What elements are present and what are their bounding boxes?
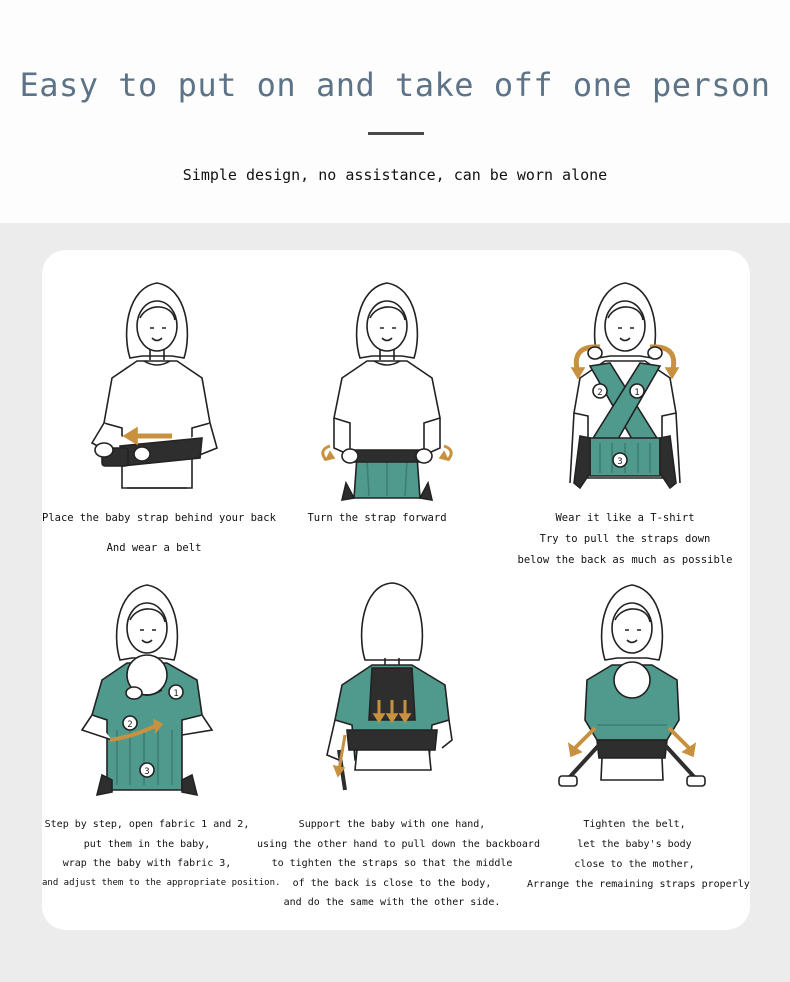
caption-line: Try to pull the straps down <box>539 533 711 545</box>
caption-line: and do the same with the other side. <box>283 897 501 908</box>
caption-line: wrap the baby with fabric 3, <box>62 858 232 869</box>
step-5-illustration <box>317 580 467 800</box>
caption-line: using the other hand to pull down the backboard <box>257 838 540 850</box>
step-2-caption <box>277 508 477 528</box>
caption-line: close to the mother, <box>574 859 695 870</box>
step-5-caption <box>257 815 540 913</box>
caption-line: below the back as much as possible <box>517 554 733 566</box>
caption-line: Tighten the belt, <box>583 819 686 830</box>
caption-line: Turn the strap forward <box>307 512 447 524</box>
page-subtitle: Simple design, no assistance, can be worn alone <box>182 166 608 184</box>
marker-1: 1 <box>634 388 640 398</box>
caption-line: of the back is close to the body, <box>292 877 492 889</box>
marker-2: 2 <box>127 720 133 730</box>
caption-line: put them in the baby, <box>83 838 211 850</box>
caption-line: Arrange the remaining straps properly <box>527 879 750 890</box>
caption-line: And wear a belt <box>106 542 202 554</box>
caption-line: Step by step, open fabric 1 and 2, <box>44 819 250 830</box>
marker-1: 1 <box>173 689 179 699</box>
marker-3: 3 <box>144 767 150 777</box>
title-divider <box>368 132 424 135</box>
caption-line: Support the baby with one hand, <box>298 819 486 830</box>
marker-2: 2 <box>597 388 603 398</box>
step-3-caption <box>517 508 733 570</box>
step-1-illustration <box>82 278 232 503</box>
step-6-illustration <box>547 580 717 800</box>
step-6-caption <box>527 815 750 895</box>
step-4-caption <box>42 815 281 893</box>
caption-line: to tighten the straps so that the middle <box>271 858 513 869</box>
marker-3: 3 <box>617 457 623 467</box>
header-section <box>0 0 790 223</box>
step-2-illustration <box>312 278 462 503</box>
page-title: Easy to put on and take off one person <box>19 66 771 104</box>
instructions-card <box>42 250 750 930</box>
caption-line: Wear it like a T-shirt <box>555 512 695 524</box>
step-4-illustration <box>72 580 222 800</box>
caption-line: let the baby's body <box>577 839 692 850</box>
caption-line: Place the baby strap behind your back <box>42 512 276 524</box>
step-3-illustration <box>550 278 700 503</box>
step-1-caption <box>42 508 276 558</box>
caption-line: and adjust them to the appropriate position. <box>42 877 281 888</box>
